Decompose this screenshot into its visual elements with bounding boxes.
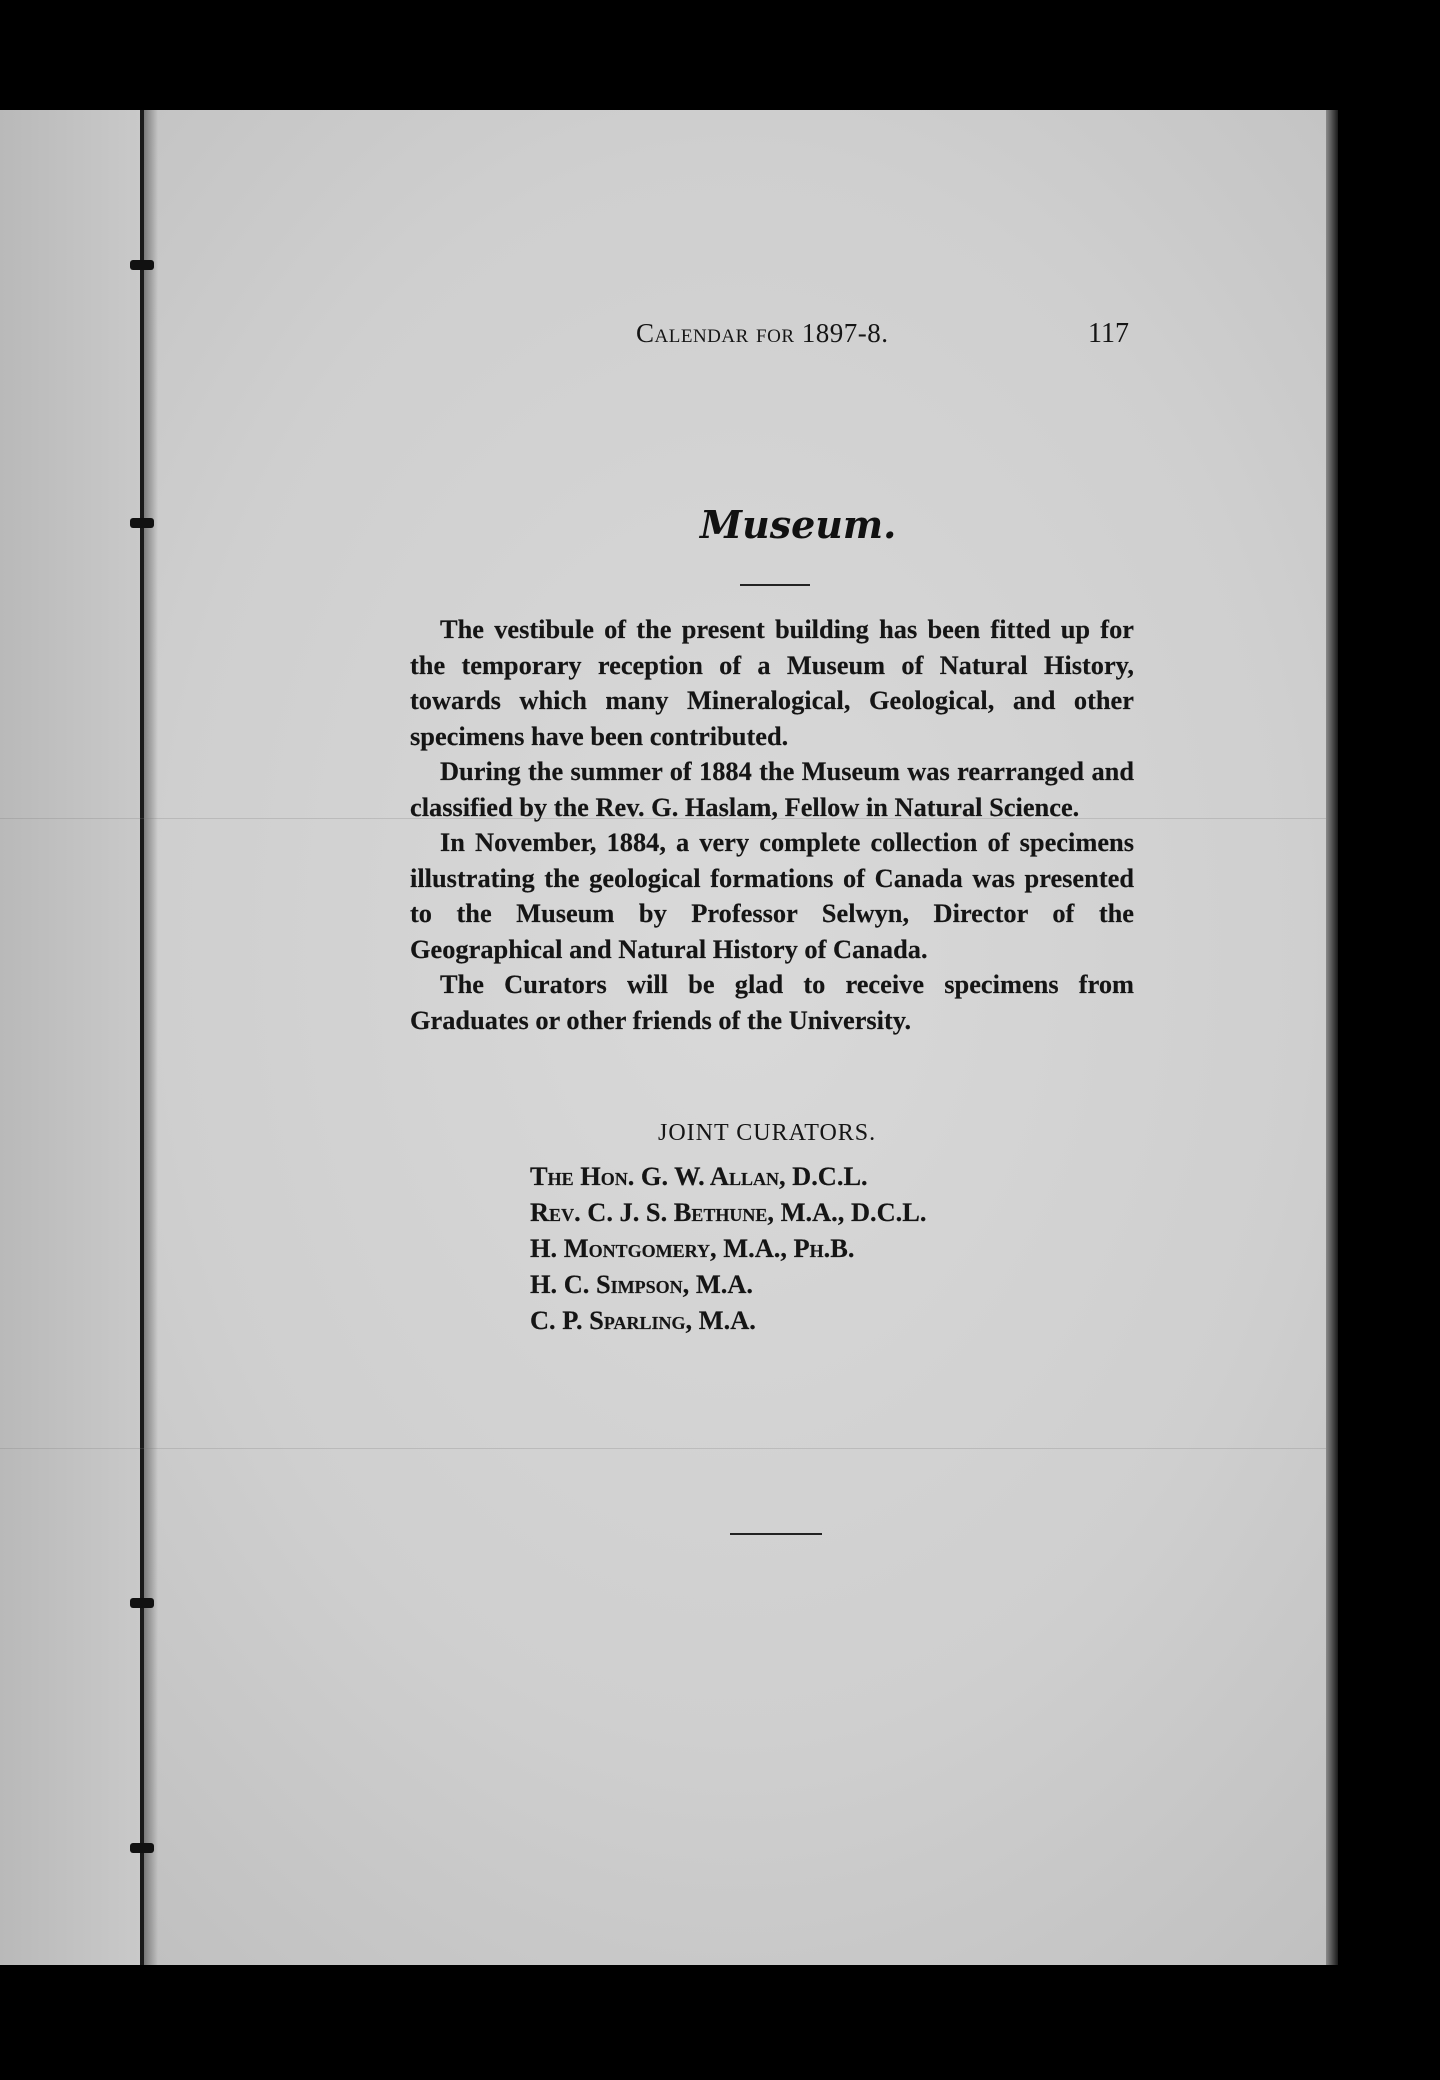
- end-rule: [730, 1533, 822, 1535]
- curator-name: Rev. C. J. S. Bethune, M.A., D.C.L.: [530, 1197, 927, 1227]
- paragraph: The vestibule of the present building has been fitted up for the temporary reception of a Museum of Natural History, towards which many Mineralogical, Geological, and other specimens have been contributed.: [410, 614, 1134, 751]
- facing-page-edge: [0, 110, 140, 1965]
- section-title: Museum.: [700, 502, 897, 547]
- paragraph: The Curators will be glad to receive specimens from Graduates or other friends of the University.: [410, 969, 1134, 1035]
- curator-name: The Hon. G. W. Allan, D.C.L.: [530, 1161, 868, 1191]
- binding-stitch: [130, 1598, 154, 1608]
- binding-stitch: [130, 1843, 154, 1853]
- gutter-shadow: [144, 110, 158, 1965]
- binding-stitch: [130, 260, 154, 270]
- curator-name: H. C. Simpson, M.A.: [530, 1269, 754, 1299]
- curator-name: C. P. Sparling, M.A.: [530, 1305, 756, 1335]
- curator-name: H. Montgomery, M.A., Ph.B.: [530, 1233, 855, 1263]
- paper-texture-line: [0, 1448, 1326, 1449]
- curators-heading: JOINT CURATORS.: [658, 1120, 877, 1146]
- curators-list: [530, 1158, 926, 1338]
- running-head: Calendar for 1897-8.: [636, 318, 889, 348]
- paragraph: In November, 1884, a very complete collection of specimens illustrating the geological formations of Canada was presented to the Museum by Professor Selwyn, Director of the Geographical and Natural History of Canada.: [410, 827, 1134, 964]
- page-number: 117: [1088, 318, 1129, 349]
- body-text: [410, 612, 1134, 1038]
- binding-stitch: [130, 518, 154, 528]
- page-edge-shadow: [1326, 110, 1338, 1965]
- title-rule: [740, 584, 810, 586]
- paragraph: During the summer of 1884 the Museum was rearranged and classified by the Rev. G. Haslam, Fellow in Natural Science.: [410, 756, 1134, 822]
